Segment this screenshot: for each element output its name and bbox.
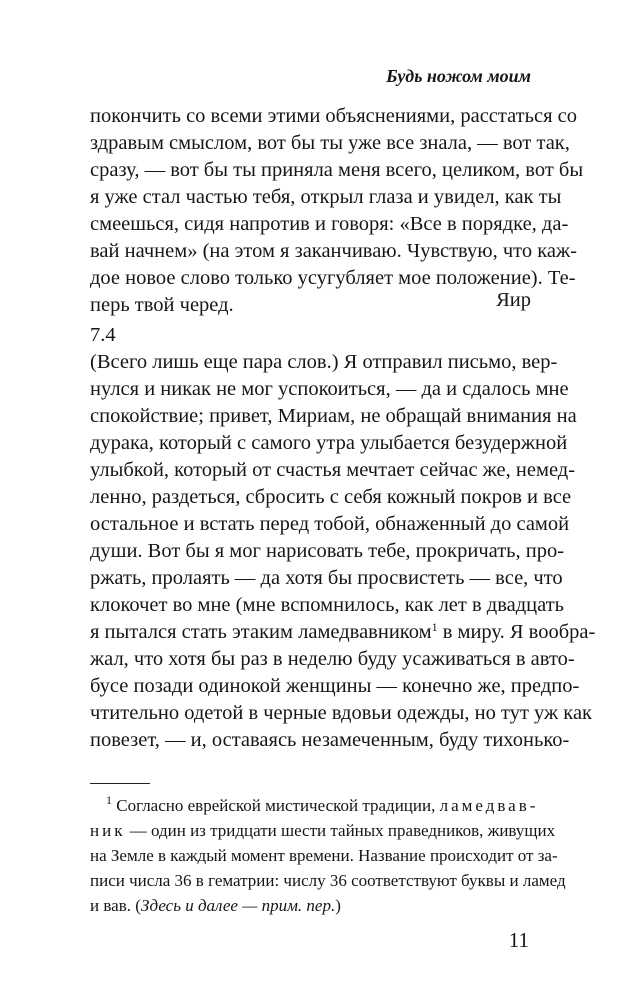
footnote-line — [90, 820, 556, 841]
text-segment: в миру. Я вообра- — [437, 621, 596, 643]
page-number: 11 — [508, 928, 529, 952]
text-segment: — один из тридцати шести тайных праведников, живущих — [125, 821, 556, 840]
text-line: здравым смыслом, вот бы ты уже все знала, — вот так, — [90, 132, 570, 154]
footnote-line: на Земле в каждый момент времени. Название происходит от за- — [90, 846, 558, 865]
text-segment: ) — [335, 896, 341, 915]
text-segment: я пытался стать этаким ламедвавником — [90, 621, 432, 643]
section-number: 7.4 — [90, 324, 116, 346]
footnote-reference[interactable]: 1 — [431, 620, 438, 634]
footnote-term: ламедвав- — [439, 796, 539, 815]
text-line: сразу, — вот бы ты приняла меня всего, целиком, вот бы — [90, 159, 584, 181]
text-segment: Согласно еврейской мистической традиции, — [112, 796, 440, 815]
footnote-line: писи числа 36 в гематрии: числу 36 соответствуют буквы и ламед — [90, 871, 566, 890]
text-line: спокойствие; привет, Мириам, не обращай внимания на — [90, 405, 577, 427]
text-segment: и вав. ( — [90, 896, 141, 915]
text-line: вай начнем» (на этом я заканчиваю. Чувствую, что каж- — [90, 240, 577, 262]
text-line: перь твой черед. — [90, 294, 234, 316]
translator-note: Здесь и далее — прим. пер. — [140, 896, 336, 915]
text-line: остальное и встать перед тобой, обнаженный до самой — [90, 513, 570, 535]
text-line: бусе позади одинокой женщины — конечно же, предпо- — [90, 675, 580, 697]
text-line: ржать, пролаять — да хотя бы просвистеть — все, что — [90, 567, 563, 589]
text-line: ленно, раздеться, сбросить с себя кожный покров и все — [90, 486, 572, 508]
text-line: чтительно одетой в черные вдовьи одежды, но тут уж как — [90, 702, 592, 724]
footnote-divider — [90, 783, 150, 784]
text-line: нулся и никак не мог успокоиться, — да и сдалось мне — [90, 378, 569, 400]
text-line: повезет, — и, оставаясь незамеченным, буду тихонько- — [90, 729, 570, 751]
footnote-mark: 1 — [106, 793, 112, 807]
text-line: (Всего лишь еще пара слов.) Я отправил письмо, вер- — [90, 351, 558, 373]
footnote-term: ник — [90, 821, 126, 840]
footnote-line — [90, 895, 341, 916]
text-line: улыбкой, который от счастья мечтает сейчас же, немед- — [90, 459, 576, 481]
text-line: жал, что хотя бы раз в неделю буду усаживаться в авто- — [90, 648, 575, 670]
text-line: покончить со всеми этими объяснениями, расстаться со — [90, 105, 577, 127]
text-line: клокочет во мне (мне вспомнилось, как лет в двадцать — [90, 594, 565, 616]
text-line: души. Вот бы я мог нарисовать тебе, прокричать, про- — [90, 540, 565, 562]
text-line: я уже стал частью тебя, открыл глаза и увидел, как ты — [90, 186, 562, 208]
footnote-line — [106, 793, 539, 816]
text-line: дое новое слово только усугубляет мое положение). Те- — [90, 267, 576, 289]
signature: Яир — [496, 289, 531, 311]
text-line: смеешься, сидя напротив и говоря: «Все в порядке, да- — [90, 213, 569, 235]
text-line: дурака, который с самого утра улыбается безудержной — [90, 432, 568, 454]
running-header: Будь ножом моим — [386, 66, 531, 86]
text-line-with-footnote-ref — [90, 620, 596, 644]
